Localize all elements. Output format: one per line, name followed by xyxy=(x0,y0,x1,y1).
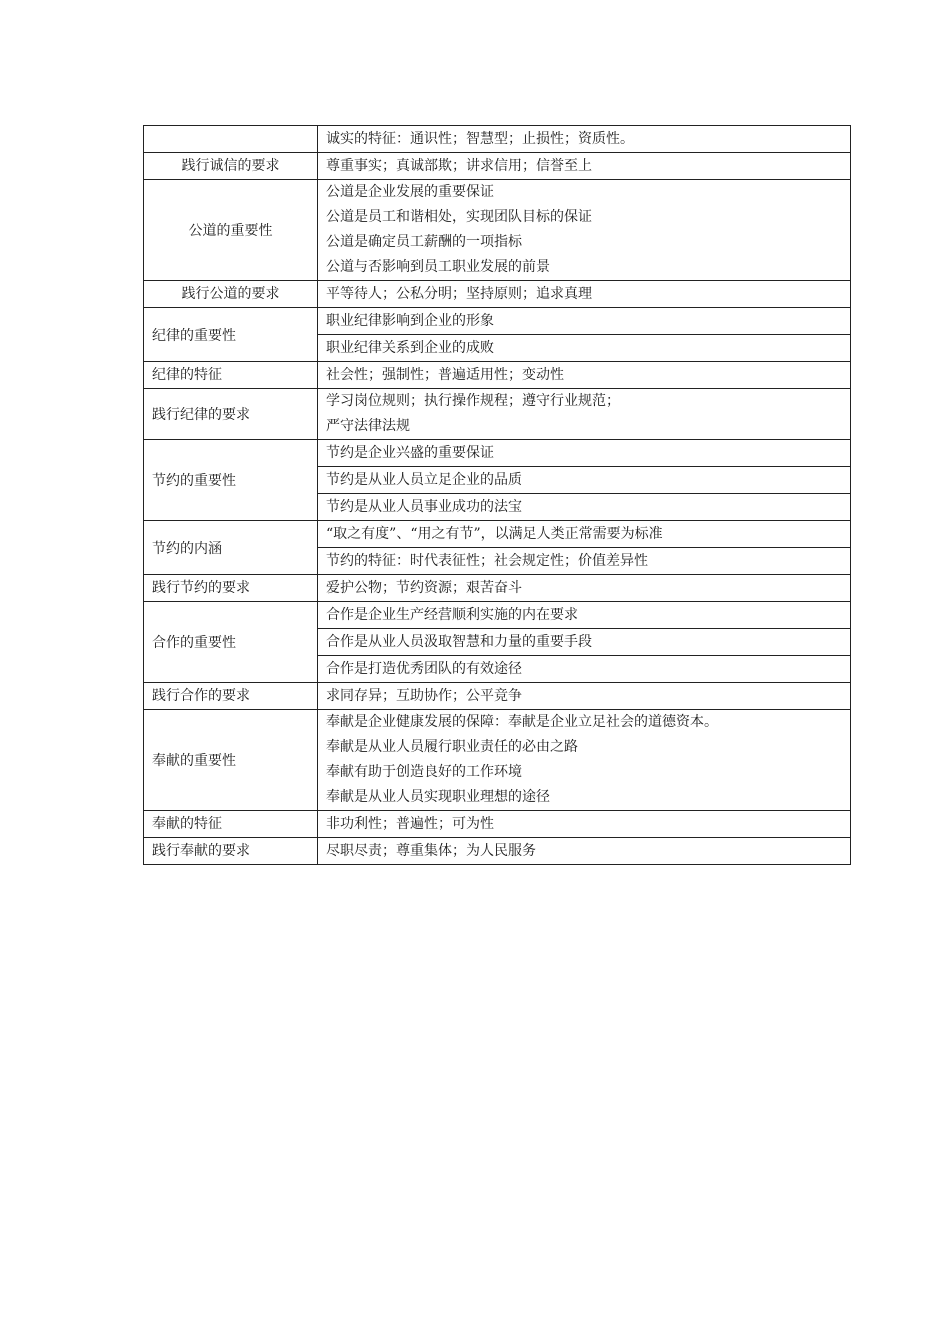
table-row xyxy=(144,308,851,335)
row-content xyxy=(318,180,851,281)
row-content: 合作是打造优秀团队的有效途径 xyxy=(318,656,851,683)
table-row xyxy=(144,811,851,838)
table-row xyxy=(144,710,851,811)
row-category: 奉献的特征 xyxy=(144,811,318,838)
row-content: 非功利性；普遍性；可为性 xyxy=(318,811,851,838)
table-row xyxy=(144,281,851,308)
row-content: 社会性；强制性；普遍适用性；变动性 xyxy=(318,362,851,389)
ethics-summary-table xyxy=(143,125,851,865)
row-content: 尊重事实；真诚部欺；讲求信用；信誉至上 xyxy=(318,153,851,180)
table-row xyxy=(144,153,851,180)
row-content xyxy=(318,710,851,811)
row-content: 平等待人；公私分明；坚持原则；追求真理 xyxy=(318,281,851,308)
table-row xyxy=(144,602,851,629)
row-content: 职业纪律关系到企业的成败 xyxy=(318,335,851,362)
row-content: 节约是从业人员事业成功的法宝 xyxy=(318,494,851,521)
row-content: 节约是企业兴盛的重要保证 xyxy=(318,440,851,467)
row-content xyxy=(318,389,851,440)
table-row xyxy=(144,521,851,548)
table-row xyxy=(144,683,851,710)
row-category: 纪律的特征 xyxy=(144,362,318,389)
content-line: 公道是确定员工薪酬的一项指标 xyxy=(326,234,522,250)
content-line: 奉献有助于创造良好的工作环境 xyxy=(326,764,522,780)
row-category xyxy=(144,126,318,153)
row-content: 求同存异；互助协作；公平竞争 xyxy=(318,683,851,710)
row-content: 尽职尽责；尊重集体；为人民服务 xyxy=(318,838,851,865)
table-row xyxy=(144,126,851,153)
row-category: 公道的重要性 xyxy=(144,180,318,281)
row-category: 合作的重要性 xyxy=(144,602,318,683)
content-line: 严守法律法规 xyxy=(326,418,410,434)
content-line: 奉献是从业人员履行职业责任的必由之路 xyxy=(326,739,578,755)
content-line: 学习岗位规则；执行操作规程；遵守行业规范； xyxy=(326,393,620,409)
row-category: 践行节约的要求 xyxy=(144,575,318,602)
row-content: 合作是企业生产经营顺利实施的内在要求 xyxy=(318,602,851,629)
content-line: 公道与否影响到员工职业发展的前景 xyxy=(326,259,550,275)
row-content: 爱护公物；节约资源；艰苦奋斗 xyxy=(318,575,851,602)
content-line: 公道是企业发展的重要保证 xyxy=(326,184,494,200)
table-row xyxy=(144,180,851,281)
row-category: 践行合作的要求 xyxy=(144,683,318,710)
table-row xyxy=(144,575,851,602)
row-category: 践行纪律的要求 xyxy=(144,389,318,440)
content-line: 奉献是企业健康发展的保障：奉献是企业立足社会的道德资本。 xyxy=(326,714,718,730)
row-content: 节约是从业人员立足企业的品质 xyxy=(318,467,851,494)
row-category: 节约的重要性 xyxy=(144,440,318,521)
content-line: 奉献是从业人员实现职业理想的途径 xyxy=(326,789,550,805)
row-category: 践行诚信的要求 xyxy=(144,153,318,180)
row-content: 合作是从业人员汲取智慧和力量的重要手段 xyxy=(318,629,851,656)
row-content: 节约的特征：时代表征性；社会规定性；价值差异性 xyxy=(318,548,851,575)
row-content: 职业纪律影响到企业的形象 xyxy=(318,308,851,335)
row-category: 践行公道的要求 xyxy=(144,281,318,308)
row-category: 践行奉献的要求 xyxy=(144,838,318,865)
content-line: 公道是员工和谐相处，实现团队目标的保证 xyxy=(326,209,592,225)
table-row xyxy=(144,838,851,865)
row-content: 诚实的特征：通识性；智慧型；止损性；资质性。 xyxy=(318,126,851,153)
row-category: 纪律的重要性 xyxy=(144,308,318,362)
row-category: 奉献的重要性 xyxy=(144,710,318,811)
table-row xyxy=(144,362,851,389)
row-content: “取之有度”、“用之有节”，以满足人类正常需要为标准 xyxy=(318,521,851,548)
table-row xyxy=(144,440,851,467)
table-row xyxy=(144,389,851,440)
row-category: 节约的内涵 xyxy=(144,521,318,575)
